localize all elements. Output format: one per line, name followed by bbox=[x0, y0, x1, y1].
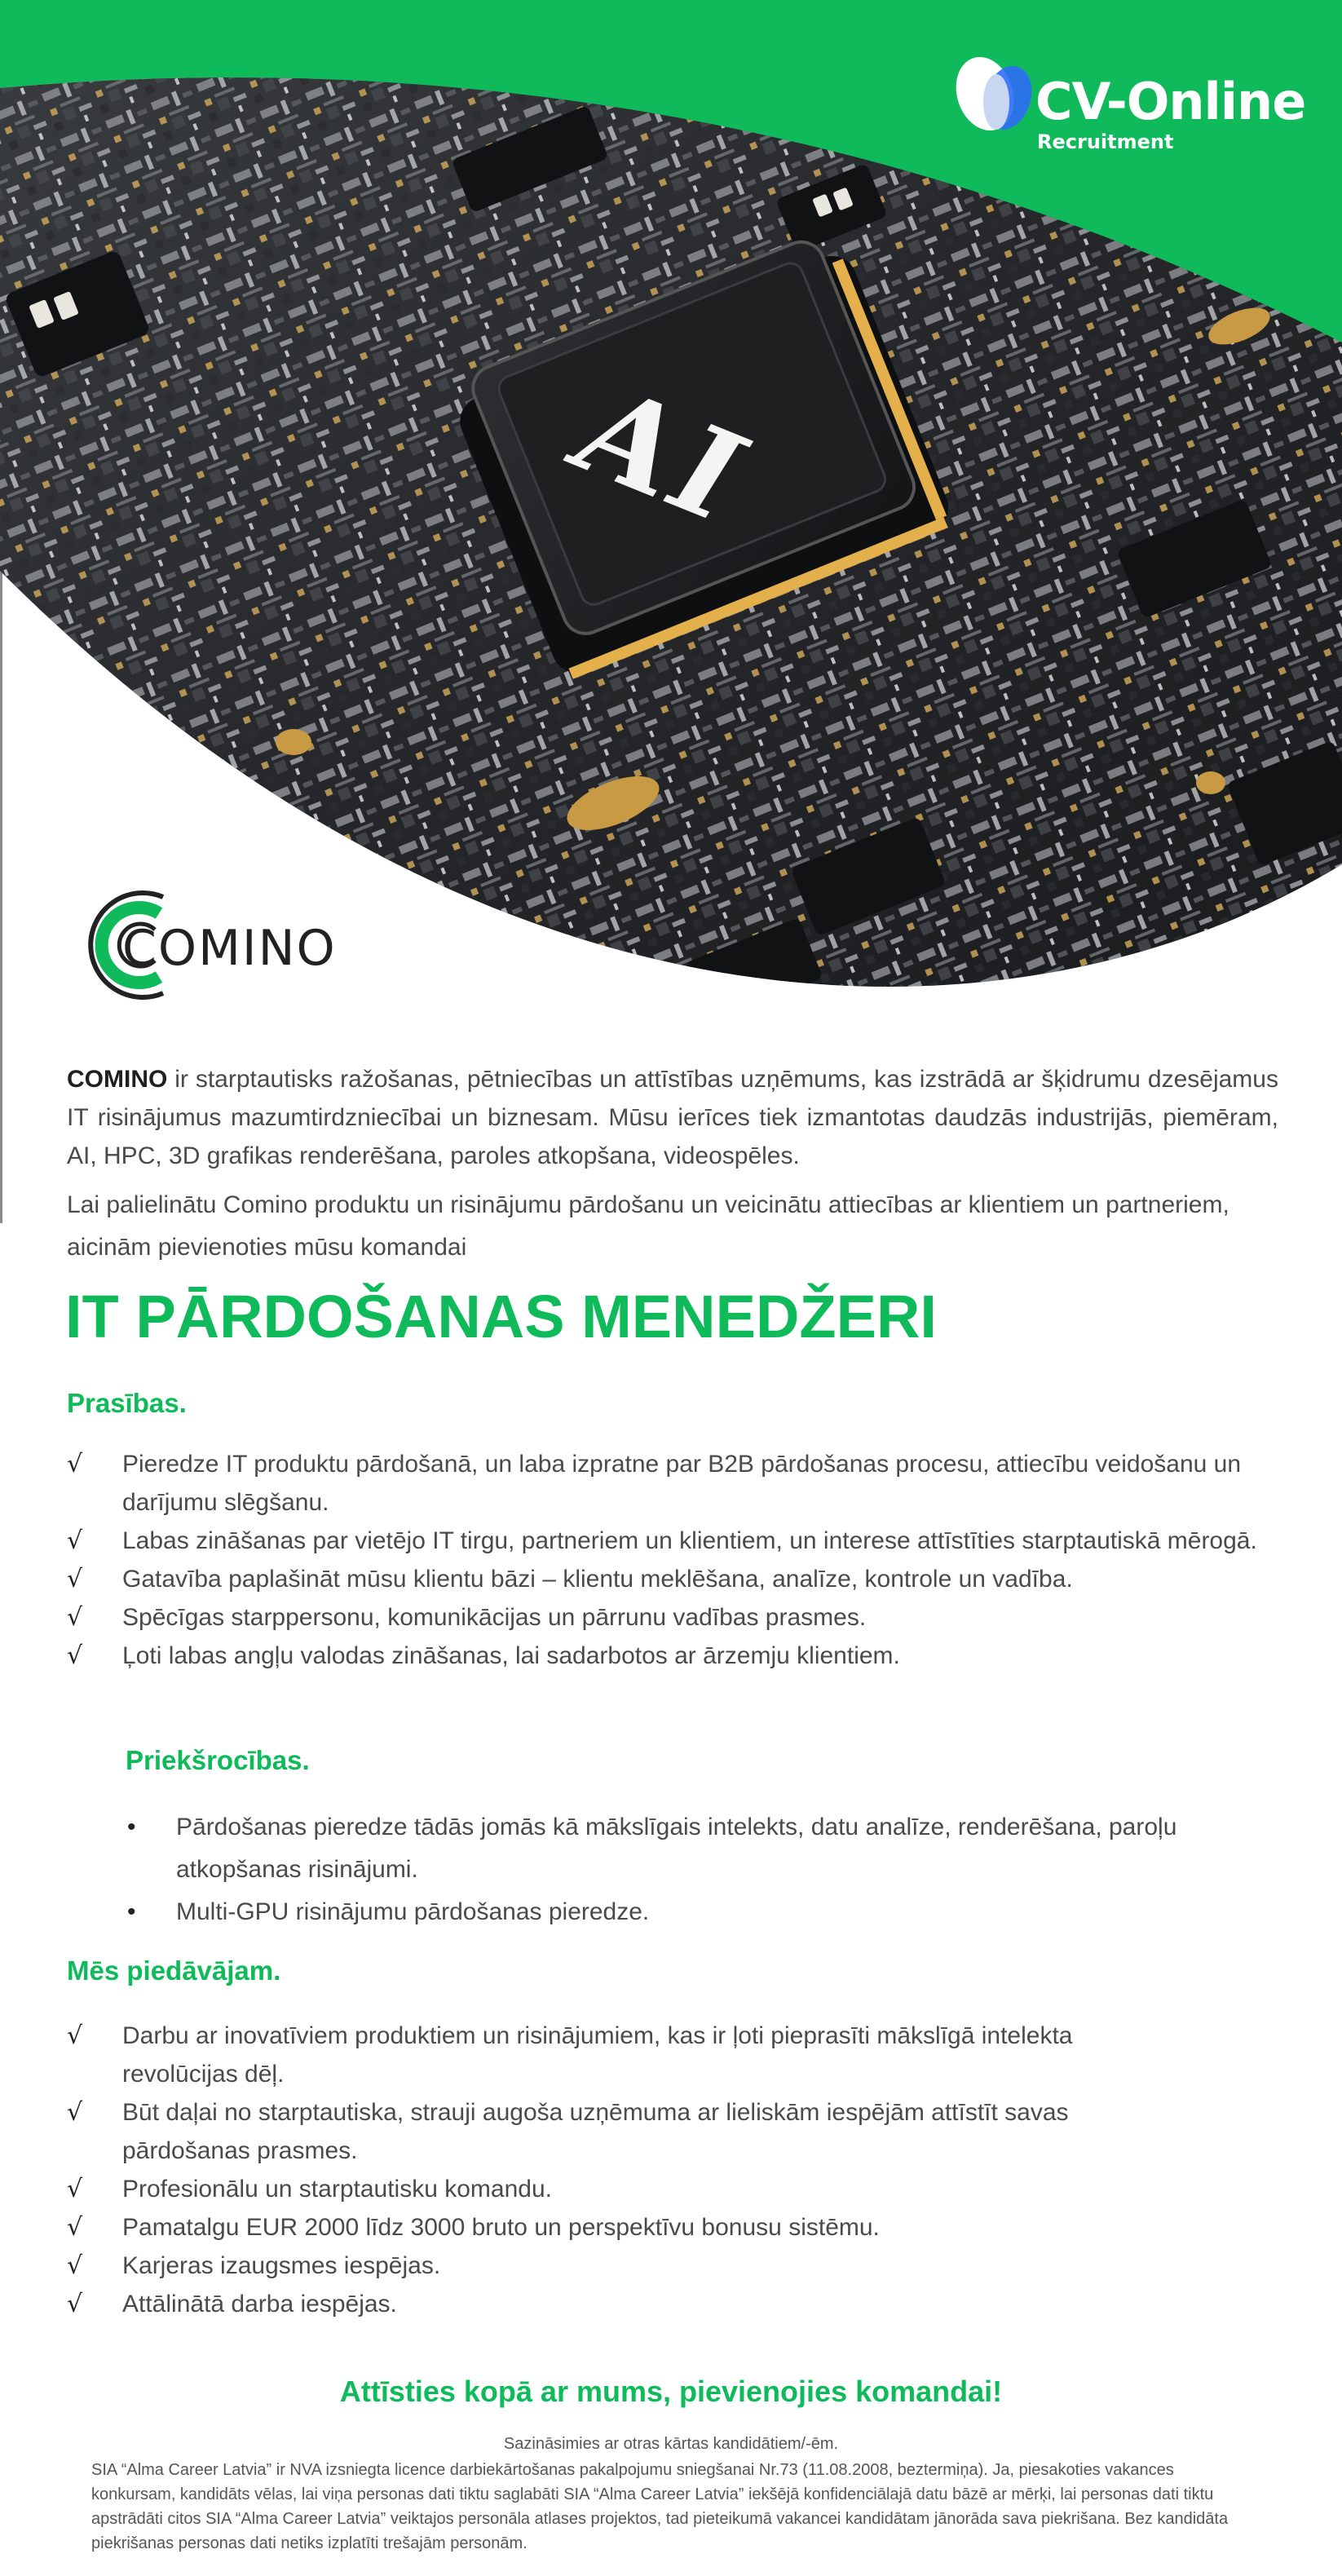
check-icon: √ bbox=[67, 1603, 83, 1632]
intro-company-name: COMINO bbox=[67, 1066, 168, 1093]
list-item: √ Būt daļai no starptautiska, strauji augoša uzņēmuma ar lieliskām iespējām attīstīt savas pārdošanas prasmes. bbox=[67, 2093, 1151, 2170]
check-icon: √ bbox=[67, 1565, 83, 1593]
list-item: √ Pieredze IT produktu pārdošanā, un laba izpratne par B2B pārdošanas procesu, attiecību veidošanu un darījumu slēgšanu. bbox=[67, 1445, 1274, 1522]
list-item: √ Karjeras izaugsmes iespējas. bbox=[67, 2247, 1151, 2285]
bullet-icon: • bbox=[127, 1898, 136, 1925]
check-icon: √ bbox=[67, 2098, 83, 2127]
check-icon: √ bbox=[67, 1450, 83, 1478]
check-icon: √ bbox=[67, 2290, 83, 2318]
requirements-heading: Prasības. bbox=[67, 1388, 187, 1418]
footer-legal: SIA “Alma Career Latvia” ir NVA izsniegta licence darbiekārtošanas pakalpojumu sniegšanai Nr.73 (11.08.2008, beztermiņa). Ja, piesakoties vakances konkursam, kandidāts vēlas, lai viņa personas dati tiktu saglabāti SIA “Alma Career Latvia” iekšējā konfidenciālajā datu bāzē ar mērķi, lai personas dati tiktu apstrādāti citos SIA “Alma Career Latvia” veiktajos personāla atlases projektos, tad pieteikumā vakancei kandidātam jānorāda sava piekrišana. Bez kandidāta piekrišanas personas dati netiks izplatīti trešajām personām. bbox=[91, 2461, 1229, 2552]
list-item: • Multi-GPU risinājumu pārdošanas pieredze. bbox=[122, 1891, 1182, 1933]
requirements-list bbox=[67, 1445, 1274, 1675]
list-item: √ Ļoti labas angļu valodas zināšanas, lai sadarbotos ar ārzemju klientiem. bbox=[67, 1637, 1274, 1675]
intro-text: ir starptautisks ražošanas, pētniecības un attīstības uzņēmums, kas izstrādā ar šķidrumu dzesējamus IT risinājumus mazumtirdzniecībai un biznesam. Mūsu ierīces tiek izmantotas daudzās industrijās, piemēram, AI, HPC, 3D grafikas renderēšana, paroles atkopšana, videospēles. bbox=[67, 1066, 1278, 1169]
list-item: √ Labas zināšanas par vietējo IT tirgu, partneriem un klientiem, un interese attīstīties starptautiskā mērogā. bbox=[67, 1522, 1274, 1560]
check-icon: √ bbox=[67, 2021, 83, 2050]
advantages-heading: Priekšrocības. bbox=[126, 1745, 310, 1775]
bullet-icon: • bbox=[127, 1814, 136, 1840]
check-icon: √ bbox=[67, 1527, 83, 1555]
list-item: √ Spēcīgas starppersonu, komunikācijas un pārrunu vadības prasmes. bbox=[67, 1598, 1274, 1637]
brand-subtitle: Recruitment bbox=[1037, 130, 1174, 153]
list-item: • Pārdošanas pieredze tādās jomās kā mākslīgais intelekts, datu analīze, renderēšana, paroļu atkopšanas risinājumi. bbox=[122, 1806, 1182, 1891]
call-to-action: Attīsties kopā ar mums, pievienojies komandai! bbox=[339, 2375, 1003, 2408]
chip-label: AI bbox=[548, 362, 779, 548]
offer-heading: Mēs piedāvājam. bbox=[67, 1955, 281, 1986]
left-edge-shadow bbox=[0, 571, 2, 1223]
intro-paragraph bbox=[67, 1060, 1278, 1175]
check-icon: √ bbox=[67, 2251, 83, 2280]
advantages-list bbox=[122, 1806, 1182, 1933]
list-item: √ Attālinātā darba iespējas. bbox=[67, 2285, 1151, 2323]
company-logo-text: COMINO bbox=[122, 920, 337, 977]
footer-contact: Sazināsimies ar otras kārtas kandidātiem/-ēm. bbox=[503, 2435, 839, 2453]
list-item: √ Profesionālu un starptautisku komandu. bbox=[67, 2170, 1151, 2208]
brand-name: CV-Online bbox=[1035, 72, 1306, 131]
intro-invite: Lai palielinātu Comino produktu un risinājumu pārdošanu un veicinātu attiecības ar klientiem un partneriem, aicinām pievienoties mūsu komandai bbox=[67, 1191, 1229, 1261]
list-item: √ Darbu ar inovatīviem produktiem un risinājumiem, kas ir ļoti pieprasīti mākslīgā intelekta revolūcijas dēļ. bbox=[67, 2017, 1151, 2093]
page-title: IT PĀRDOŠANAS MENEDŽERI bbox=[65, 1283, 937, 1350]
list-item: √ Gatavība paplašināt mūsu klientu bāzi – klientu meklēšana, analīze, kontrole un vadība. bbox=[67, 1560, 1274, 1598]
check-icon: √ bbox=[67, 2175, 83, 2203]
list-item: √ Pamatalgu EUR 2000 līdz 3000 bruto un perspektīvu bonusu sistēmu. bbox=[67, 2208, 1151, 2247]
offer-list bbox=[67, 2017, 1151, 2323]
check-icon: √ bbox=[67, 1641, 83, 1670]
check-icon: √ bbox=[67, 2213, 83, 2242]
